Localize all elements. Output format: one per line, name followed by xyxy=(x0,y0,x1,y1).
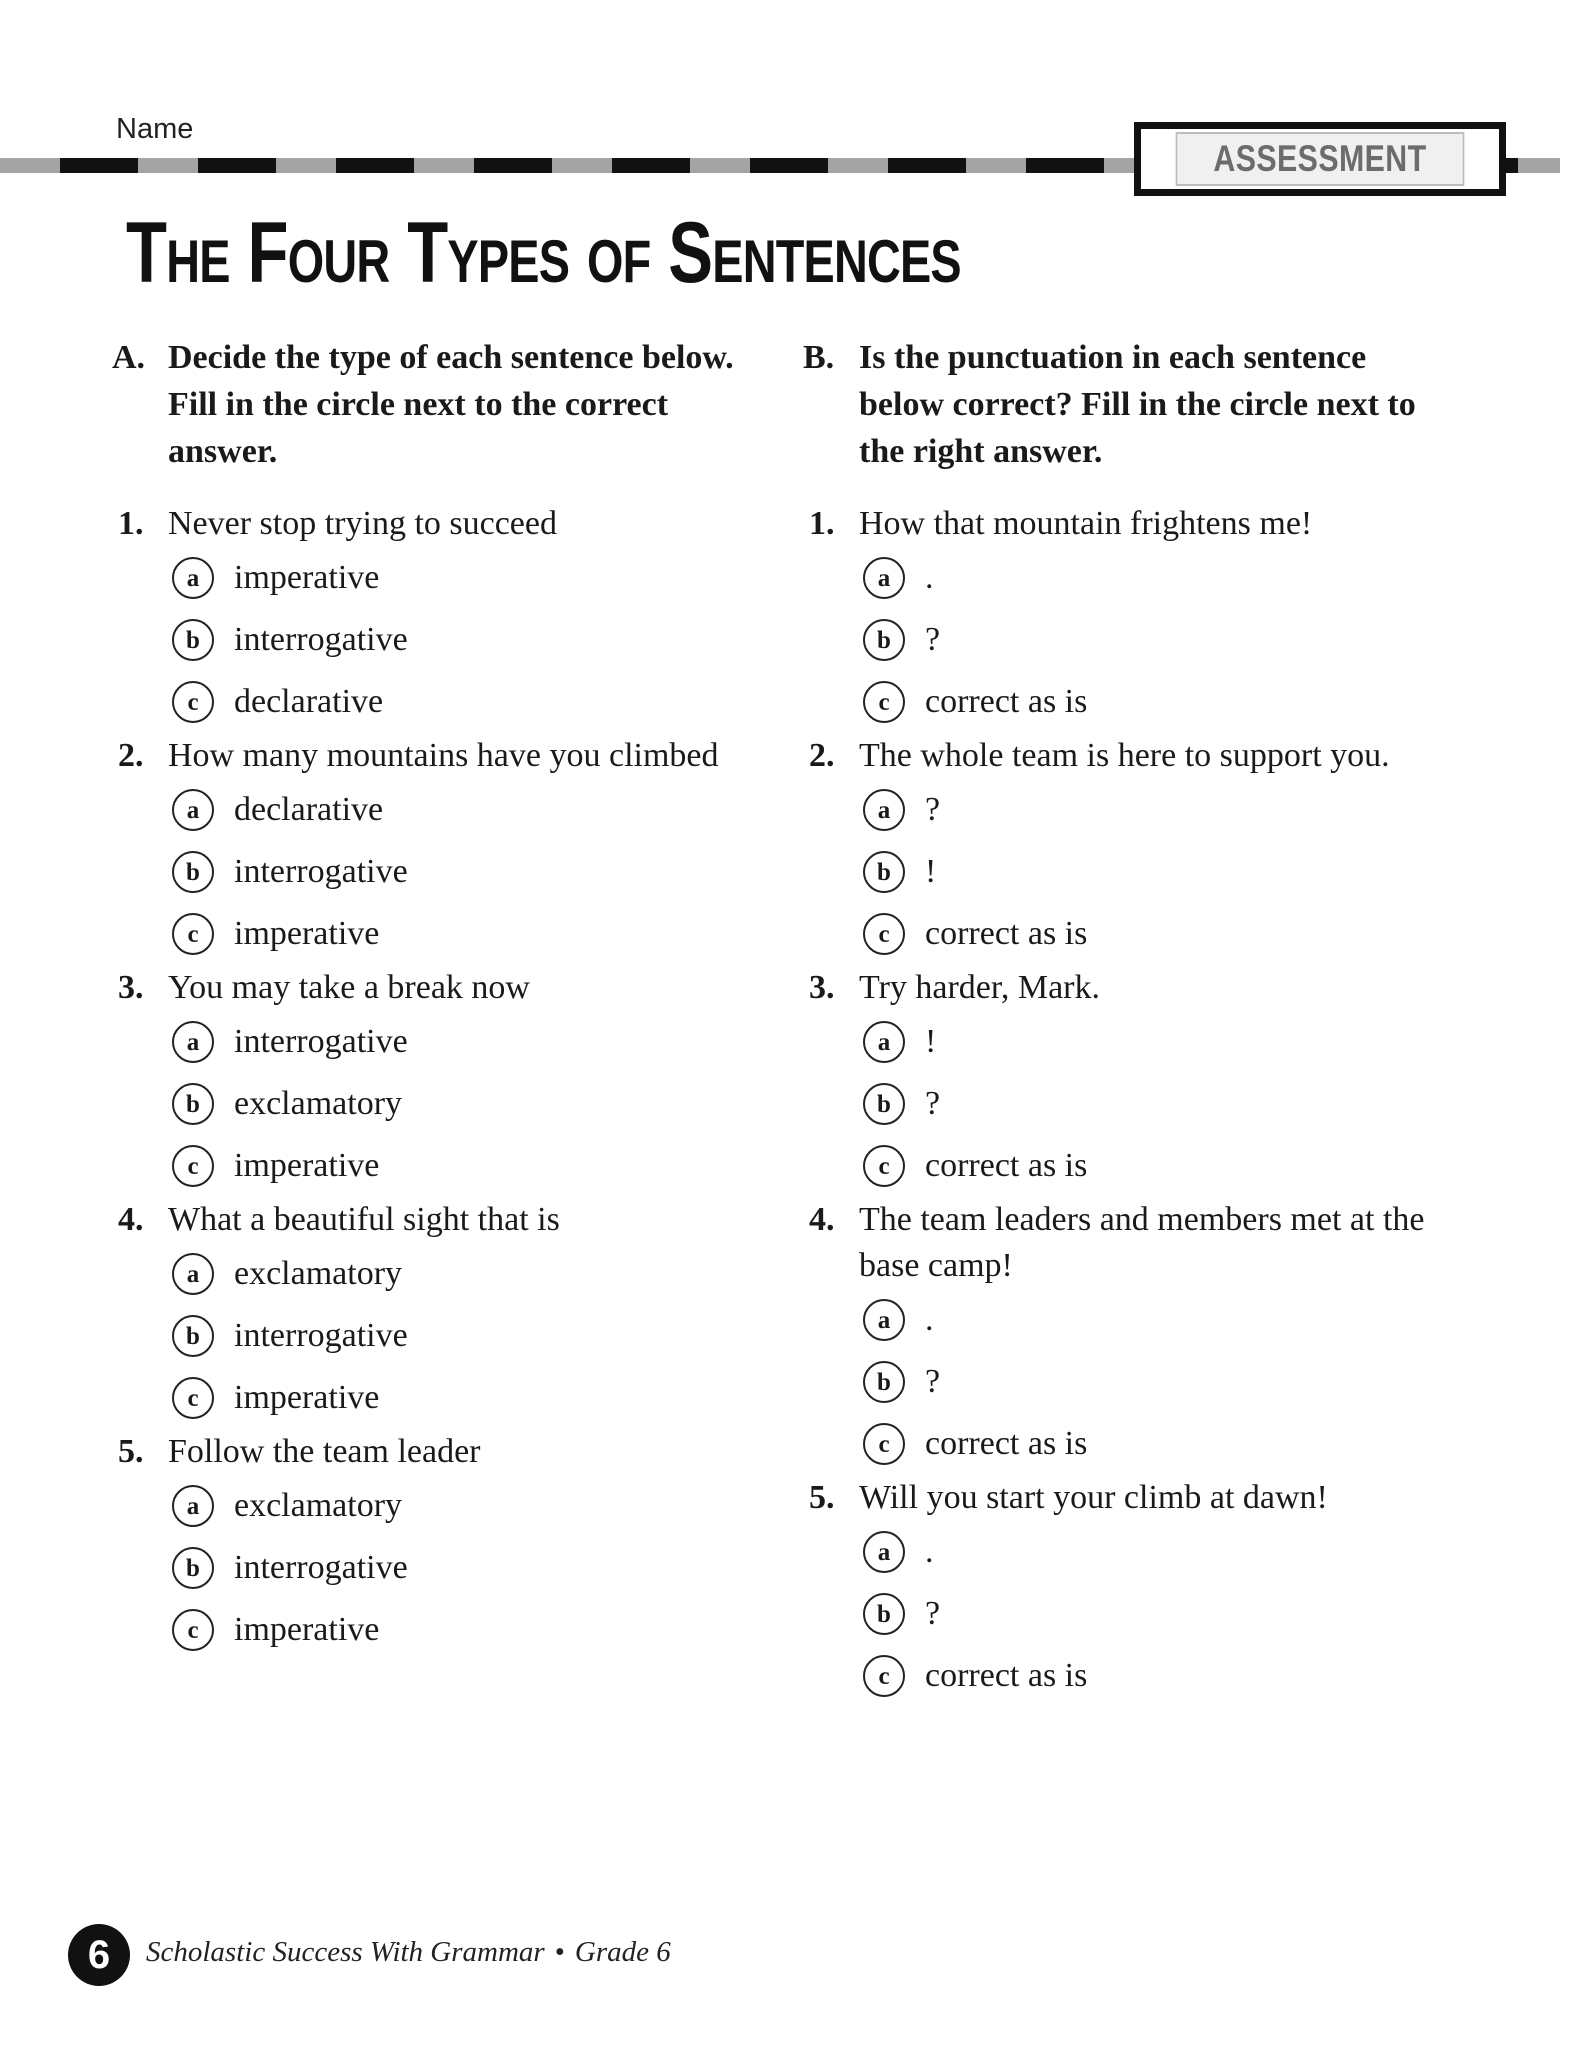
answer-bubble[interactable]: b xyxy=(172,851,214,893)
answer-option-c[interactable] xyxy=(803,903,1443,965)
answer-bubble[interactable]: a xyxy=(172,1253,214,1295)
question-prompt xyxy=(803,1475,1443,1521)
question-text: You may take a break now xyxy=(168,969,530,1006)
answer-label: ? xyxy=(925,1085,941,1122)
answer-option-c[interactable] xyxy=(803,1135,1443,1197)
question-number: 2. xyxy=(809,737,835,774)
question-prompt xyxy=(112,965,752,1011)
question-5 xyxy=(112,1429,752,1661)
question-text: Will you start your climb at dawn! xyxy=(859,1479,1328,1516)
answer-bubble[interactable]: b xyxy=(863,619,905,661)
question-number: 4. xyxy=(118,1201,144,1238)
answer-label: exclamatory xyxy=(234,1487,403,1524)
question-number: 4. xyxy=(809,1201,835,1238)
answer-bubble[interactable]: c xyxy=(172,1377,214,1419)
question-number: 1. xyxy=(118,505,144,542)
answer-label: . xyxy=(925,559,934,596)
answer-label: ? xyxy=(925,621,941,658)
question-text: How many mountains have you climbed xyxy=(168,737,719,774)
question-prompt xyxy=(803,733,1443,779)
answer-option-b[interactable] xyxy=(112,1537,752,1599)
question-number: 2. xyxy=(118,737,144,774)
answer-label: . xyxy=(925,1301,934,1338)
question-text: Follow the team leader xyxy=(168,1433,481,1470)
section-a xyxy=(112,334,752,1661)
question-prompt xyxy=(803,965,1443,1011)
answer-option-a[interactable] xyxy=(803,779,1443,841)
answer-label: imperative xyxy=(234,1379,380,1416)
question-4 xyxy=(112,1197,752,1429)
question-number: 3. xyxy=(118,969,144,1006)
answer-option-c[interactable] xyxy=(112,671,752,733)
section-instruction xyxy=(112,334,752,475)
answer-option-c[interactable] xyxy=(112,1599,752,1661)
answer-option-b[interactable] xyxy=(112,841,752,903)
answer-bubble[interactable]: c xyxy=(863,1655,905,1697)
answer-label: . xyxy=(925,1533,934,1570)
instruction-text: Decide the type of each sentence below. Fill in the circle next to the correct answer. xyxy=(168,339,734,470)
question-number: 3. xyxy=(809,969,835,1006)
section-b xyxy=(803,334,1443,1707)
answer-option-c[interactable] xyxy=(112,1367,752,1429)
answer-label: correct as is xyxy=(925,1657,1088,1694)
assessment-badge-label: ASSESSMENT xyxy=(1176,132,1465,186)
answer-option-b[interactable] xyxy=(803,1583,1443,1645)
answer-bubble[interactable]: a xyxy=(863,789,905,831)
answer-bubble[interactable]: c xyxy=(863,1145,905,1187)
question-1 xyxy=(112,501,752,733)
answer-label: imperative xyxy=(234,915,380,952)
answer-bubble[interactable]: b xyxy=(172,619,214,661)
answer-bubble[interactable]: c xyxy=(863,681,905,723)
answer-label: imperative xyxy=(234,1147,380,1184)
answer-label: exclamatory xyxy=(234,1085,403,1122)
answer-label: ? xyxy=(925,1595,941,1632)
answer-option-a[interactable] xyxy=(803,1289,1443,1351)
answer-label: ? xyxy=(925,791,941,828)
answer-bubble[interactable]: a xyxy=(172,557,214,599)
answer-bubble[interactable]: c xyxy=(863,1423,905,1465)
question-number: 1. xyxy=(809,505,835,542)
answer-bubble[interactable]: b xyxy=(863,1593,905,1635)
answer-bubble[interactable]: b xyxy=(172,1083,214,1125)
question-prompt xyxy=(112,1429,752,1475)
question-5 xyxy=(803,1475,1443,1707)
answer-bubble[interactable]: a xyxy=(863,1299,905,1341)
question-3 xyxy=(803,965,1443,1197)
answer-label: interrogative xyxy=(234,1317,408,1354)
answer-bubble[interactable]: c xyxy=(172,681,214,723)
answer-option-a[interactable] xyxy=(803,1011,1443,1073)
answer-bubble[interactable]: a xyxy=(172,789,214,831)
answer-label: imperative xyxy=(234,1611,380,1648)
answer-option-a[interactable] xyxy=(112,1011,752,1073)
answer-label: exclamatory xyxy=(234,1255,403,1292)
answer-option-a[interactable] xyxy=(803,547,1443,609)
question-number: 5. xyxy=(809,1479,835,1516)
answer-bubble[interactable]: b xyxy=(172,1315,214,1357)
question-2 xyxy=(803,733,1443,965)
answer-bubble[interactable]: b xyxy=(863,1083,905,1125)
name-label: Name xyxy=(116,113,194,145)
answer-bubble[interactable]: c xyxy=(172,913,214,955)
question-text: The team leaders and members met at the base camp! xyxy=(859,1201,1425,1284)
answer-option-b[interactable] xyxy=(112,1305,752,1367)
section-instruction xyxy=(803,334,1443,475)
answer-label: ! xyxy=(925,853,937,890)
answer-option-c[interactable] xyxy=(803,1645,1443,1707)
answer-label: interrogative xyxy=(234,1549,408,1586)
footer-grade: Grade 6 xyxy=(574,1936,671,1968)
assessment-badge xyxy=(1134,122,1506,196)
question-3 xyxy=(112,965,752,1197)
question-prompt xyxy=(112,501,752,547)
answer-option-a[interactable] xyxy=(803,1521,1443,1583)
answer-bubble[interactable]: b xyxy=(172,1547,214,1589)
question-2 xyxy=(112,733,752,965)
answer-label: ! xyxy=(925,1023,937,1060)
question-number: 5. xyxy=(118,1433,144,1470)
question-text: How that mountain frightens me! xyxy=(859,505,1313,542)
answer-option-a[interactable] xyxy=(112,1475,752,1537)
answer-bubble[interactable]: c xyxy=(863,913,905,955)
question-prompt xyxy=(112,733,752,779)
answer-label: declarative xyxy=(234,791,384,828)
answer-option-a[interactable] xyxy=(112,547,752,609)
answer-bubble[interactable]: a xyxy=(172,1485,214,1527)
answer-bubble[interactable]: c xyxy=(172,1609,214,1651)
answer-bubble[interactable]: a xyxy=(172,1021,214,1063)
answer-bubble[interactable]: a xyxy=(863,557,905,599)
answer-label: interrogative xyxy=(234,853,408,890)
question-text: Never stop trying to succeed xyxy=(168,505,557,542)
answer-bubble[interactable]: b xyxy=(863,1361,905,1403)
answer-label: ? xyxy=(925,1363,941,1400)
footer-citation xyxy=(146,1936,671,1969)
question-1 xyxy=(803,501,1443,733)
question-prompt xyxy=(112,1197,752,1243)
answer-option-a[interactable] xyxy=(112,1243,752,1305)
answer-label: interrogative xyxy=(234,1023,408,1060)
answer-option-c[interactable] xyxy=(803,671,1443,733)
footer-separator: • xyxy=(554,1936,565,1968)
section-letter: A. xyxy=(112,339,146,376)
answer-option-c[interactable] xyxy=(112,1135,752,1197)
answer-label: imperative xyxy=(234,559,380,596)
question-text: Try harder, Mark. xyxy=(859,969,1101,1006)
answer-label: declarative xyxy=(234,683,384,720)
answer-bubble[interactable]: c xyxy=(172,1145,214,1187)
question-text: The whole team is here to support you. xyxy=(859,737,1390,774)
answer-option-b[interactable] xyxy=(112,1073,752,1135)
answer-option-c[interactable] xyxy=(803,1413,1443,1475)
answer-bubble[interactable]: a xyxy=(863,1531,905,1573)
answer-label: correct as is xyxy=(925,683,1088,720)
answer-bubble[interactable]: a xyxy=(863,1021,905,1063)
answer-label: correct as is xyxy=(925,1425,1088,1462)
answer-label: interrogative xyxy=(234,621,408,658)
instruction-text: Is the punctuation in each sentence below correct? Fill in the circle next to the right answer. xyxy=(859,339,1416,470)
question-4 xyxy=(803,1197,1443,1475)
page-number: 6 xyxy=(68,1924,130,1986)
answer-option-b[interactable] xyxy=(803,1073,1443,1135)
question-prompt xyxy=(803,501,1443,547)
answer-bubble[interactable]: b xyxy=(863,851,905,893)
footer-book: Scholastic Success With Grammar xyxy=(146,1936,545,1968)
page-title: The Four Types of Sentences xyxy=(126,205,961,301)
question-prompt xyxy=(803,1197,1443,1289)
answer-option-b[interactable] xyxy=(803,1351,1443,1413)
answer-option-b[interactable] xyxy=(803,609,1443,671)
answer-label: correct as is xyxy=(925,1147,1088,1184)
answer-option-b[interactable] xyxy=(803,841,1443,903)
answer-option-c[interactable] xyxy=(112,903,752,965)
question-text: What a beautiful sight that is xyxy=(168,1201,560,1238)
answer-label: correct as is xyxy=(925,915,1088,952)
answer-option-b[interactable] xyxy=(112,609,752,671)
section-letter: B. xyxy=(803,339,835,376)
answer-option-a[interactable] xyxy=(112,779,752,841)
